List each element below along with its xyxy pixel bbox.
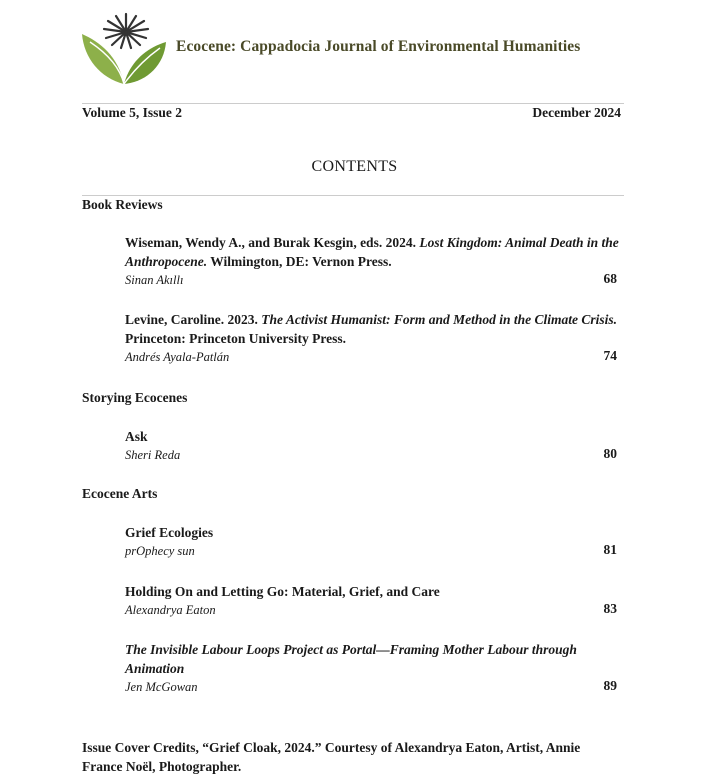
issue-date: December 2024 <box>532 105 621 120</box>
section-ecocene-arts: Ecocene Arts <box>82 486 158 501</box>
toc-entry[interactable] <box>125 427 621 465</box>
toc-entry[interactable] <box>125 640 621 697</box>
toc-entry[interactable] <box>125 582 621 620</box>
entry-title: Ask <box>125 429 148 444</box>
section-storying-ecocenes: Storying Ecocenes <box>82 390 188 405</box>
entry-author: Sheri Reda <box>125 448 181 462</box>
entry-author: Jen McGowan <box>125 680 198 694</box>
contents-heading: CONTENTS <box>311 158 398 175</box>
toc-entry[interactable] <box>125 523 621 561</box>
entry-title: Wiseman, Wendy A., and Burak Kesgin, eds. 2024. Lost Kingdom: Animal Death in the Anthropocene. Wilmington, DE: Vernon Press. <box>125 235 619 269</box>
cover-credits: Issue Cover Credits, “Grief Cloak, 2024.” Courtesy of Alexandrya Eaton, Artist, Annie France Noël, Photographer. <box>82 740 581 774</box>
sunburst-icon <box>104 14 148 48</box>
entry-page-number: 74 <box>603 348 617 363</box>
contents-divider <box>82 195 624 196</box>
entry-title: Levine, Caroline. 2023. The Activist Humanist: Form and Method in the Climate Crisis. Princeton: Princeton University Press. <box>125 312 618 346</box>
entry-title: Holding On and Letting Go: Material, Grief, and Care <box>125 584 440 599</box>
entry-author: Andrés Ayala-Patlán <box>125 350 230 364</box>
toc-entry[interactable] <box>125 310 621 367</box>
header-divider <box>82 103 624 104</box>
section-book-reviews: Book Reviews <box>82 197 163 212</box>
toc-entry[interactable] <box>125 233 621 290</box>
entry-title: Grief Ecologies <box>125 525 214 540</box>
entry-author: Alexandrya Eaton <box>125 603 216 617</box>
entry-page-number: 80 <box>603 446 617 461</box>
journal-title: Ecocene: Cappadocia Journal of Environmental Humanities <box>176 38 581 55</box>
entry-author: prOphecy sun <box>125 544 195 558</box>
entry-page-number: 81 <box>603 542 617 557</box>
entry-title: The Invisible Labour Loops Project as Portal—Framing Mother Labour through Animation <box>125 642 577 676</box>
entry-page-number: 83 <box>603 601 617 616</box>
journal-logo <box>80 12 168 88</box>
entry-page-number: 89 <box>603 678 617 693</box>
entry-page-number: 68 <box>603 271 617 286</box>
entry-author: Sinan Akıllı <box>125 273 184 287</box>
volume-issue: Volume 5, Issue 2 <box>82 105 183 120</box>
